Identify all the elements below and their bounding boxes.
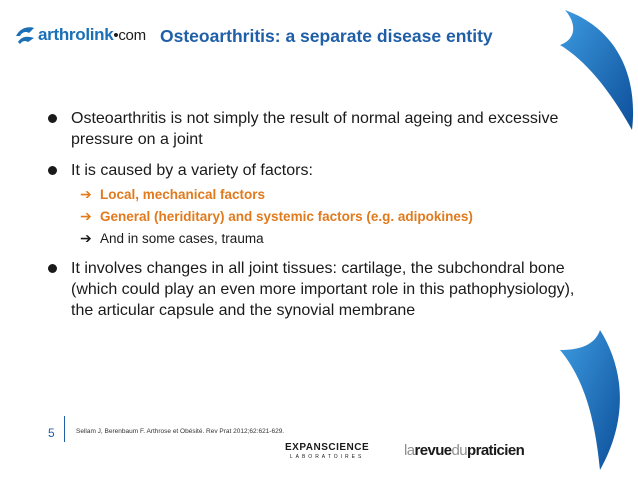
sub-item <box>80 229 588 248</box>
arthrolink-logo <box>14 22 146 48</box>
slide-title: Osteoarthritis: a separate disease entity <box>160 26 493 46</box>
reference-citation: Sellam J, Berenbaum F. Arthrose et Obésité. Rev Prat 2012;62:621-629. <box>76 428 285 435</box>
bullet-item <box>48 108 588 150</box>
sub-item-text: Local, mechanical factors <box>100 187 266 202</box>
arthrolink-arrow-icon <box>14 24 36 46</box>
arrow-right-icon: ➔ <box>80 208 92 224</box>
sub-item-text: General (heriditary) and systemic factors (e.g. adipokines) <box>100 209 473 224</box>
bullet-dot-icon <box>48 166 57 175</box>
bullet-text: Osteoarthritis is not simply the result of normal ageing and excessive pressure on a joint <box>71 110 559 148</box>
sub-item <box>80 207 588 226</box>
sponsor-subtitle: LABORATOIRES <box>289 454 365 460</box>
bullet-item <box>48 160 588 181</box>
sub-item <box>80 185 588 204</box>
bullet-text: It is caused by a variety of factors: <box>71 162 313 179</box>
slide-content <box>48 108 588 331</box>
logo-domain: •com <box>113 27 146 44</box>
bullet-item <box>48 258 588 321</box>
bullet-text: It involves changes in all joint tissues: cartilage, the subchondral bone (which could play an even more important role in this pathophysiology), the articular capsule and the synovial membrane <box>71 260 575 319</box>
revue-du-praticien-logo: larevuedupraticien <box>404 442 525 459</box>
arrow-right-icon: ➔ <box>80 186 92 202</box>
expanscience-logo <box>285 442 369 460</box>
bullet-dot-icon <box>48 264 57 273</box>
sponsor-name: EXPANSCIENCE <box>285 442 370 453</box>
footer-divider <box>64 416 65 442</box>
swoosh-bottom <box>560 330 620 470</box>
bullet-dot-icon <box>48 114 57 123</box>
arrow-right-icon: ➔ <box>80 230 92 246</box>
page-number: 5 <box>48 426 55 440</box>
logo-wordmark: arthrolink <box>38 25 114 44</box>
sub-item-text: And in some cases, trauma <box>100 231 264 246</box>
